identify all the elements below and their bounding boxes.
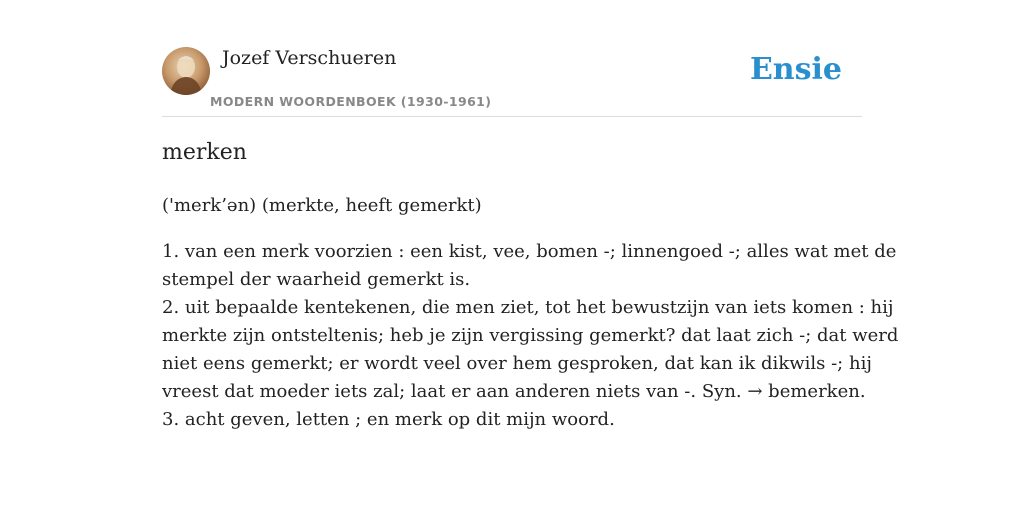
definition-line: vreest dat moeder iets zal; laat er aan anderen niets van -. Syn. → bemerken. (162, 381, 866, 402)
definition-line: merkte zijn ontsteltenis; heb je zijn vergissing gemerkt? dat laat zich -; dat werd (162, 325, 899, 346)
definition-line: 1. van een merk voorzien : een kist, vee, bomen -; linnengoed -; alles wat met de (162, 241, 897, 262)
definition-line: stempel der waarheid gemerkt is. (162, 269, 471, 290)
definition-line: niet eens gemerkt; er wordt veel over hem gesproken, dat kan ik dikwils -; hij (162, 353, 872, 374)
header (162, 44, 862, 117)
entry-definitions (162, 238, 899, 434)
ensie-logo[interactable]: Ensie (749, 52, 842, 87)
author-name[interactable]: Jozef Verschueren (222, 47, 397, 69)
entry-grammar: ('merk’ən) (merkte, heeft gemerkt) (162, 195, 482, 216)
dictionary-source[interactable]: MODERN WOORDENBOEK (1930-1961) (210, 94, 492, 109)
definition-line: 3. acht geven, letten ; en merk op dit mijn woord. (162, 409, 615, 430)
entry-headword: merken (162, 140, 247, 165)
author-portrait-icon (162, 47, 210, 95)
definition-line: 2. uit bepaalde kentekenen, die men ziet, tot het bewustzijn van iets komen : hij (162, 297, 894, 318)
author-avatar[interactable] (162, 47, 210, 95)
